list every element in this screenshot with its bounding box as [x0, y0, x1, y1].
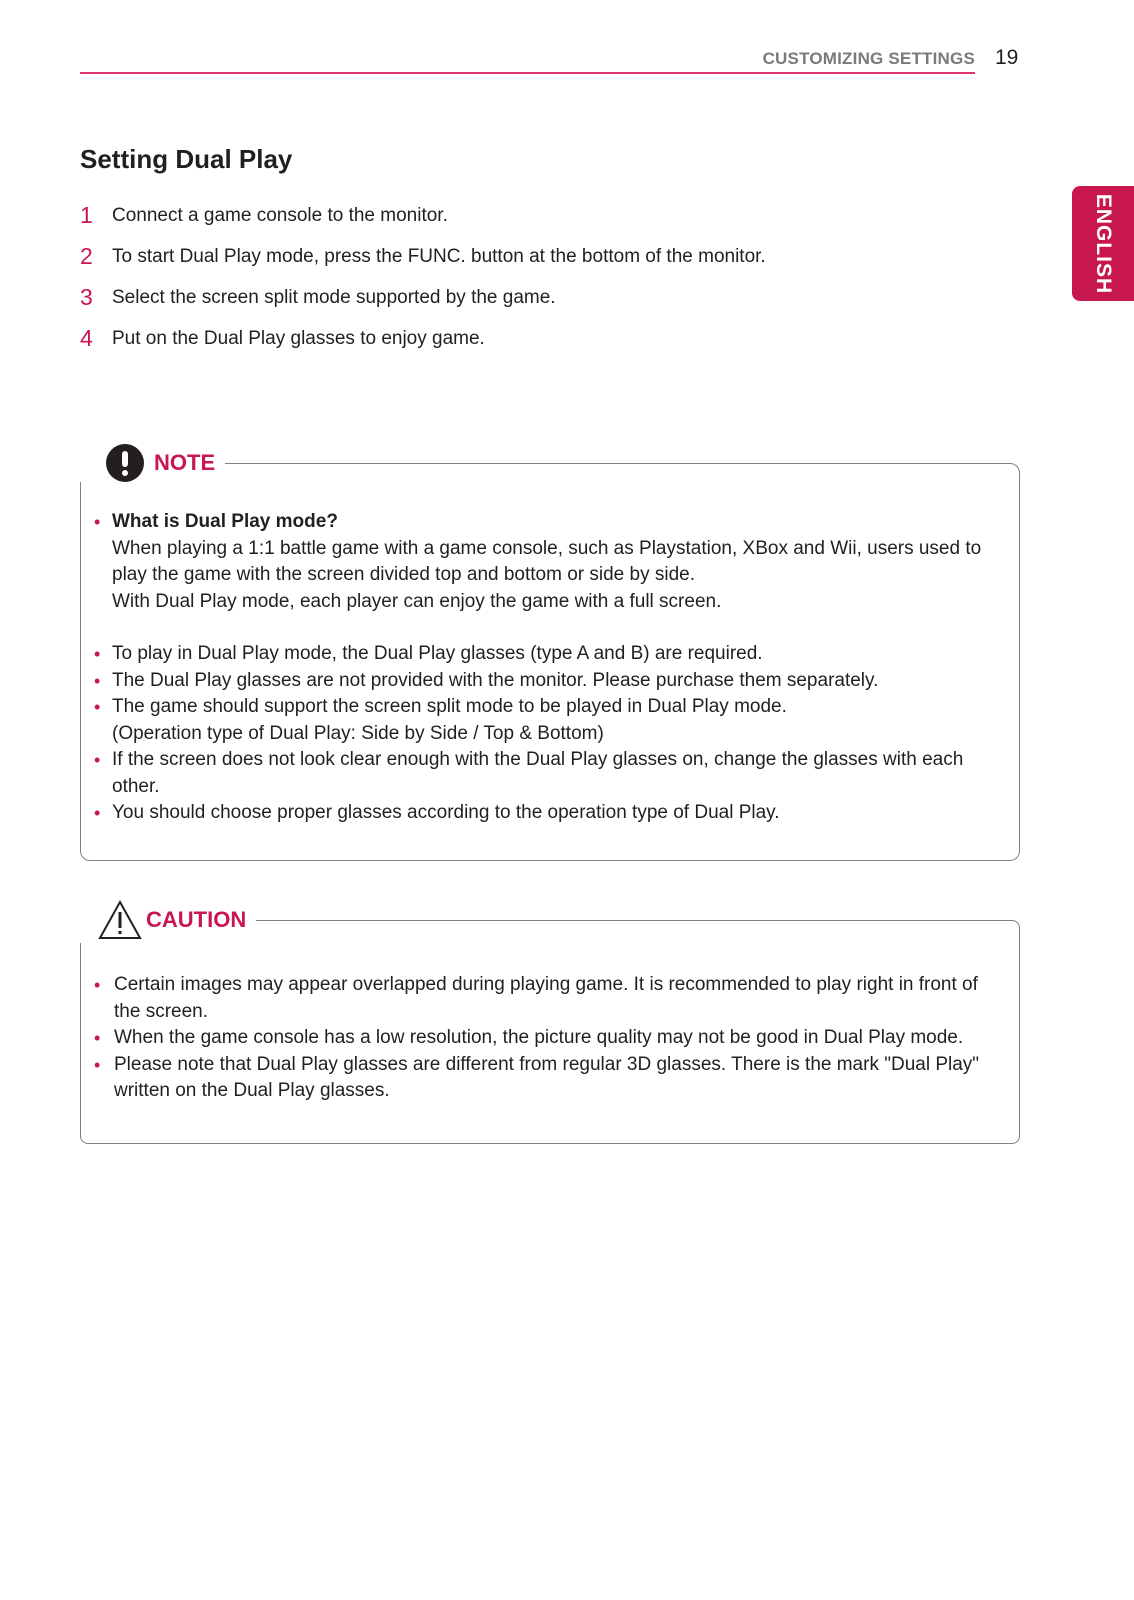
- steps-list: [80, 202, 1040, 366]
- note-label-text: NOTE: [154, 450, 216, 475]
- note-list: [94, 509, 994, 827]
- list-item: [94, 800, 994, 827]
- caution-item-text: Please note that Dual Play glasses are different from regular 3D glasses. There is the mark "Dual Play" written on the Dual Play glasses.: [114, 1053, 980, 1101]
- list-item: [94, 641, 994, 668]
- note-paragraph: With Dual Play mode, each player can enjoy the game with a full screen.: [112, 590, 722, 612]
- step-item: [80, 325, 1040, 366]
- note-paragraph: When playing a 1:1 battle game with a game console, such as Playstation, XBox and Wii, users used to play the game with the screen divided top and bottom or side by side.: [112, 537, 982, 585]
- language-tab-label: ENGLISH: [1092, 193, 1115, 294]
- list-item: [94, 747, 994, 800]
- step-item: [80, 243, 1040, 284]
- step-text: To start Dual Play mode, press the FUNC. button at the bottom of the monitor.: [112, 246, 766, 267]
- step-number: 4: [80, 325, 93, 351]
- page-title: Setting Dual Play: [80, 144, 293, 174]
- page-number: 19: [995, 46, 1019, 69]
- step-text: Put on the Dual Play glasses to enjoy game.: [112, 328, 485, 349]
- list-item: [94, 509, 994, 615]
- step-number: 3: [80, 284, 93, 310]
- step-number: 2: [80, 243, 93, 269]
- step-number: 1: [80, 202, 93, 228]
- list-item: [94, 1052, 994, 1105]
- header-rule: [80, 72, 975, 74]
- step-text: Connect a game console to the monitor.: [112, 205, 448, 226]
- caution-item-text: When the game console has a low resolution, the picture quality may not be good in Dual Play mode.: [114, 1027, 964, 1048]
- caution-label-text: CAUTION: [146, 907, 247, 932]
- note-item-text: You should choose proper glasses according to the operation type of Dual Play.: [112, 802, 780, 823]
- note-item-text: • The game should support the screen split mode to be played in Dual Play mode.: [112, 696, 787, 717]
- note-label: [80, 444, 225, 482]
- caution-label: [80, 897, 256, 943]
- note-item-text: If the screen does not look clear enough with the Dual Play glasses on, change the glasses with each other.: [112, 749, 964, 797]
- list-item: [94, 694, 994, 747]
- note-item-text: The Dual Play glasses are not provided with the monitor. Please purchase them separately.: [112, 669, 879, 691]
- header-section-title: CUSTOMIZING SETTINGS: [762, 49, 975, 68]
- note-heading: • What is Dual Play mode?: [112, 511, 338, 532]
- list-item: [94, 1025, 994, 1052]
- language-tab: [1072, 186, 1134, 301]
- note-item-extra: (Operation type of Dual Play: Side by Side / Top & Bottom): [112, 722, 604, 744]
- step-item: [80, 202, 1040, 243]
- caution-list: [94, 972, 994, 1105]
- step-item: [80, 284, 1040, 325]
- note-item-text: To play in Dual Play mode, the Dual Play glasses (type A and B) are required.: [112, 643, 763, 664]
- warning-triangle-icon: [98, 900, 142, 940]
- list-item: [94, 972, 994, 1025]
- exclamation-circle-icon: [106, 444, 144, 482]
- list-item: [94, 668, 994, 695]
- caution-item-text: Certain images may appear overlapped during playing game. It is recommended to play right in front of the screen.: [114, 974, 978, 1022]
- step-text: Select the screen split mode supported by the game.: [112, 287, 556, 308]
